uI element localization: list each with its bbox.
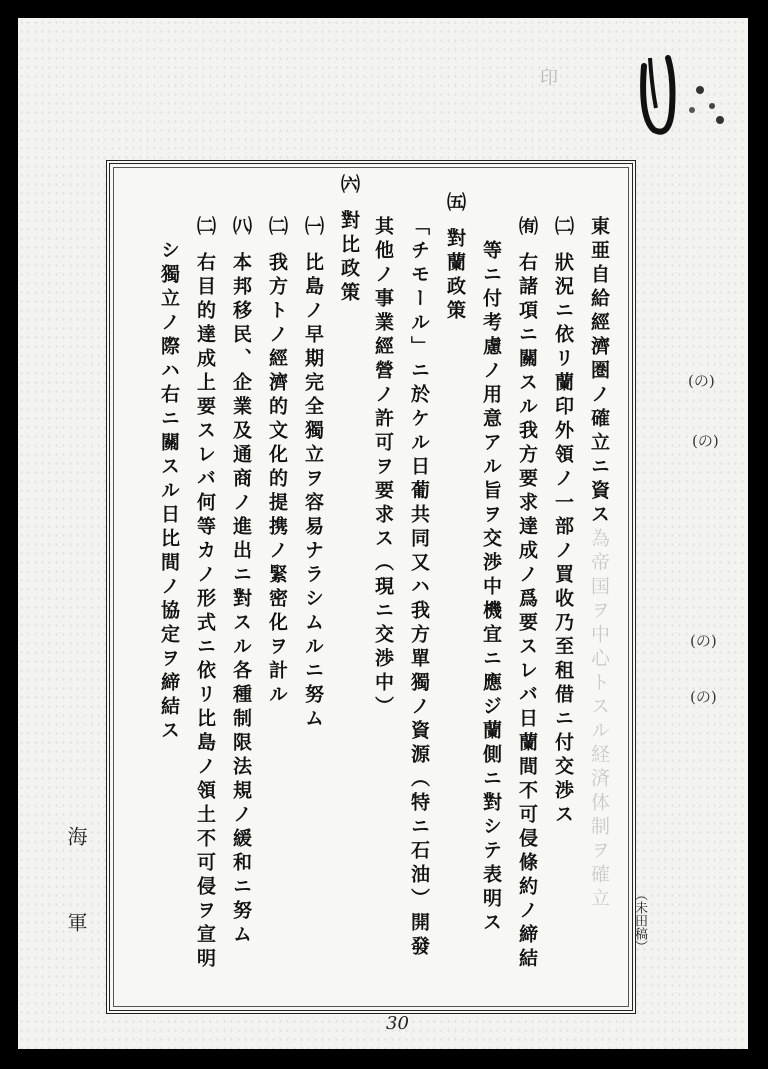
text-column-4: 等ニ付考慮ノ用意アル旨ヲ交渉中機宜ニ應ジ蘭側ニ對シテ表明ス — [480, 240, 502, 936]
handwritten-mark — [630, 48, 740, 148]
text-column-3: ㈲ 右諸項ニ關スル我方要求達成ノ爲要スレバ日蘭間不可侵條約ノ締結 — [516, 216, 538, 972]
page-number: 30 — [386, 1013, 409, 1034]
margin-mark-3: (の) — [690, 632, 717, 650]
text-column-10: ㈡ 我方トノ經濟的文化的提携ノ緊密化ヲ計ル — [266, 216, 288, 708]
left-margin-char-1: 海 — [64, 826, 88, 846]
margin-mark-2: (の) — [692, 432, 719, 450]
content-frame — [106, 160, 636, 1014]
text-column-1: 東亜自給經濟圏ノ確立ニ資ス為帝国ヲ中心トスル経済体制ヲ確立 — [588, 216, 610, 912]
text-column-6: 「チモール」ニ於ケル日葡共同又ハ我方單獨ノ資源（特ニ石油）開發 — [408, 216, 430, 960]
text-column-2: ㈡ 狀況ニ依リ蘭印外領ノ一部ノ買收乃至租借ニ付交渉ス — [552, 216, 574, 828]
side-note: （未田稿） — [632, 888, 647, 953]
text-column-5: ㈤ 對蘭政策 — [444, 192, 466, 324]
text-column-13: シ獨立ノ際ハ右ニ關スル日比間ノ協定ヲ締結ス — [158, 240, 180, 744]
text-column-11: ㈧ 本邦移民、企業及通商ノ進出ニ對スル各種制限法規ノ緩和ニ努ム — [230, 216, 252, 948]
left-margin-char-2: 軍 — [64, 912, 88, 932]
text-column-12: ㈡ 右目的達成上要スレバ何等カノ形式ニ依リ比島ノ領土不可侵ヲ宣明 — [194, 216, 216, 972]
margin-mark-1: (の) — [688, 372, 715, 390]
text-column-9: ㈠ 比島ノ早期完全獨立ヲ容易ナラシムルニ努ム — [302, 216, 324, 732]
margin-mark-4: (の) — [690, 688, 717, 706]
faded-stamp: 印 — [537, 68, 558, 86]
text-column-8: ㈥ 對比政策 — [338, 174, 360, 306]
document-page — [18, 18, 748, 1049]
text-column-7: 其他ノ事業經營ノ許可ヲ要求ス（現ニ交渉中） — [372, 216, 394, 720]
